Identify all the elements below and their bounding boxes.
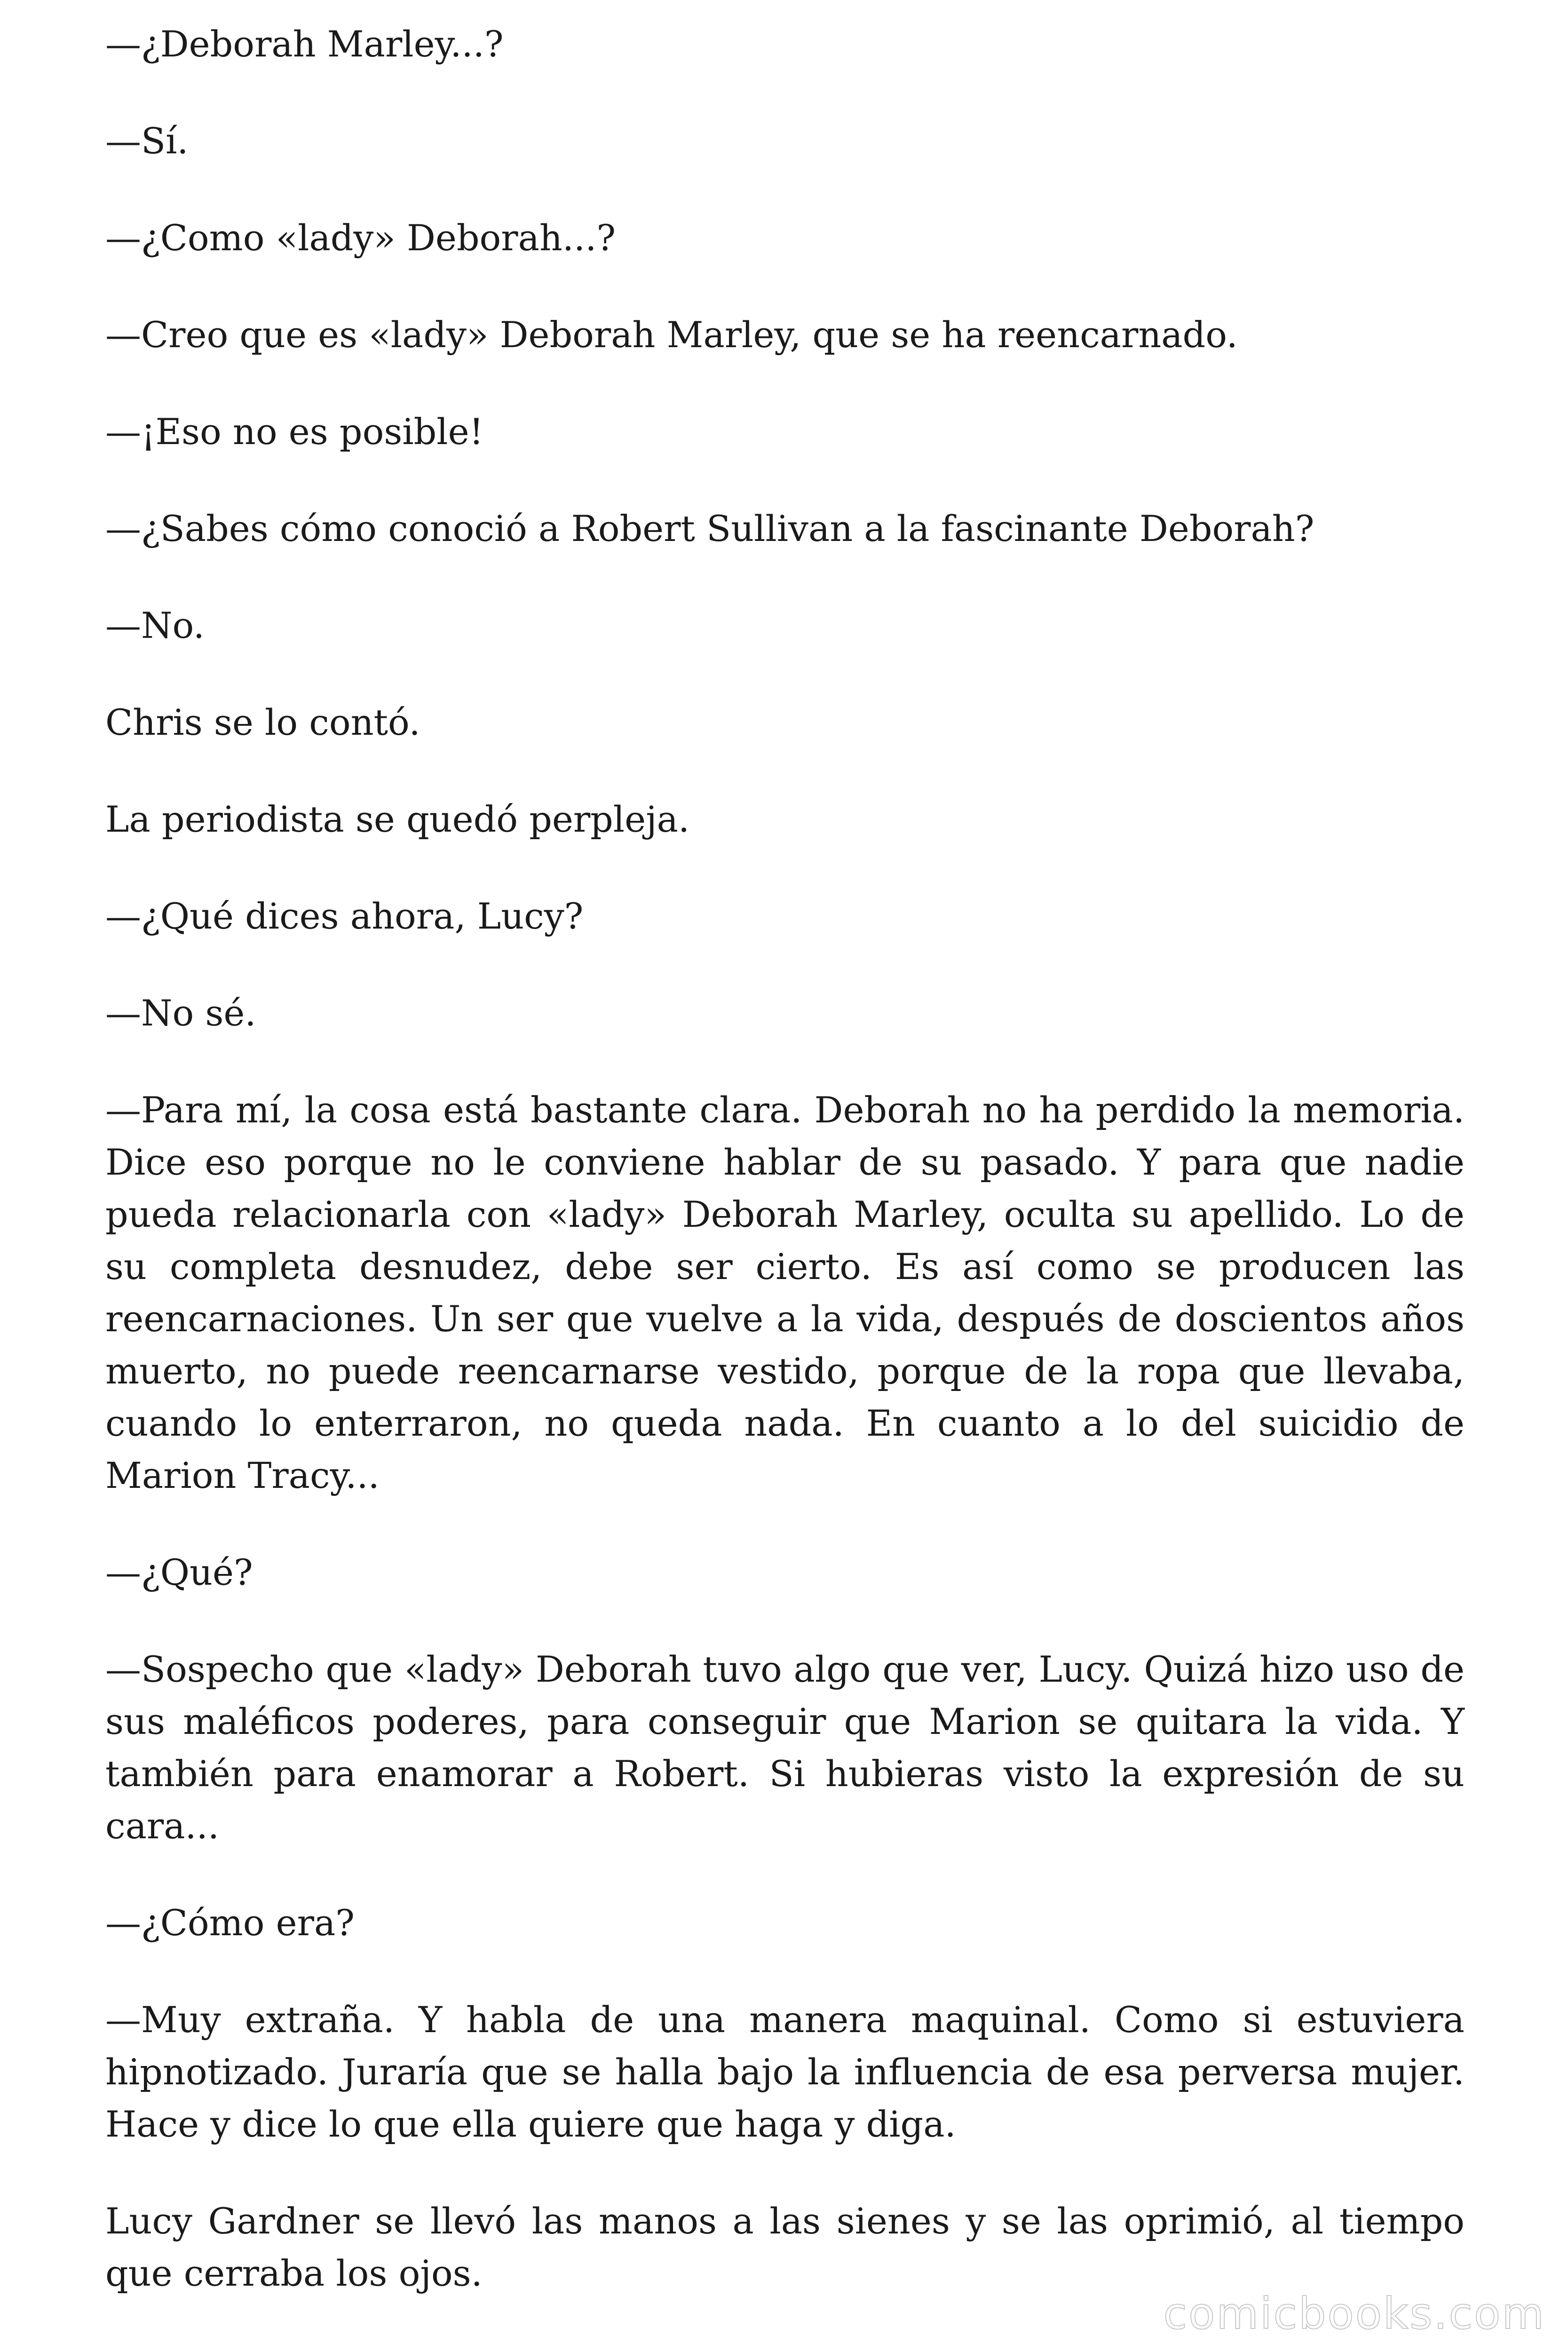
paragraph: —¡Eso no es posible! <box>105 411 484 453</box>
paragraph: La periodista se quedó perpleja. <box>105 798 690 840</box>
paragraph: —No sé. <box>105 992 256 1034</box>
watermark-logo: comicbooks.com <box>1163 2288 1545 2339</box>
paragraph: —¿Deborah Marley...? <box>105 23 504 65</box>
paragraph: —¿Sabes cómo conoció a Robert Sullivan a la fascinante Deborah? <box>105 508 1315 549</box>
paragraph: —Sospecho que «lady» Deborah tuvo algo que ver, Lucy. Quizá hizo uso de sus maléficos poderes, para conseguir que Marion se quitara la vida. Y también para enamorar a Robert. Si hubieras visto la expresión de su cara... <box>105 1648 1465 1847</box>
paragraph: —Sí. <box>105 120 189 162</box>
paragraph: —¿Cómo era? <box>105 1902 355 1944</box>
paragraph: —¿Qué? <box>105 1551 253 1593</box>
paragraph: —Para mí, la cosa está bastante clara. Deborah no ha perdido la memoria. Dice eso porque no le conviene hablar de su pasado. Y para que nadie pueda relacionarla con «lady» Deborah Marley, oculta su apellido. Lo de su completa desnudez, debe ser cierto. Es así como se producen las reencarnaciones. Un ser que vuelve a la vida, después de doscientos años muerto, no puede reencarnarse vestido, porque de la ropa que llevaba, cuando lo enterraron, no queda nada. En cuanto a lo del suicidio de Marion Tracy... <box>105 1089 1465 1496</box>
book-page <box>105 18 1465 2299</box>
paragraph: Chris se lo contó. <box>105 701 420 743</box>
paragraph: —¿Como «lady» Deborah...? <box>105 217 616 259</box>
paragraph: —¿Qué dices ahora, Lucy? <box>105 895 584 937</box>
paragraph: —No. <box>105 604 205 646</box>
paragraph: —Creo que es «lady» Deborah Marley, que se ha reencarnado. <box>105 314 1238 356</box>
paragraph: Lucy Gardner se llevó las manos a las sienes y se las oprimió, al tiempo que cerraba los ojos. <box>105 2200 1465 2294</box>
paragraph: —Muy extraña. Y habla de una manera maquinal. Como si estuviera hipnotizado. Juraría que se halla bajo la influencia de esa perversa mujer. Hace y dice lo que ella quiere que haga y diga. <box>105 1999 1465 2145</box>
